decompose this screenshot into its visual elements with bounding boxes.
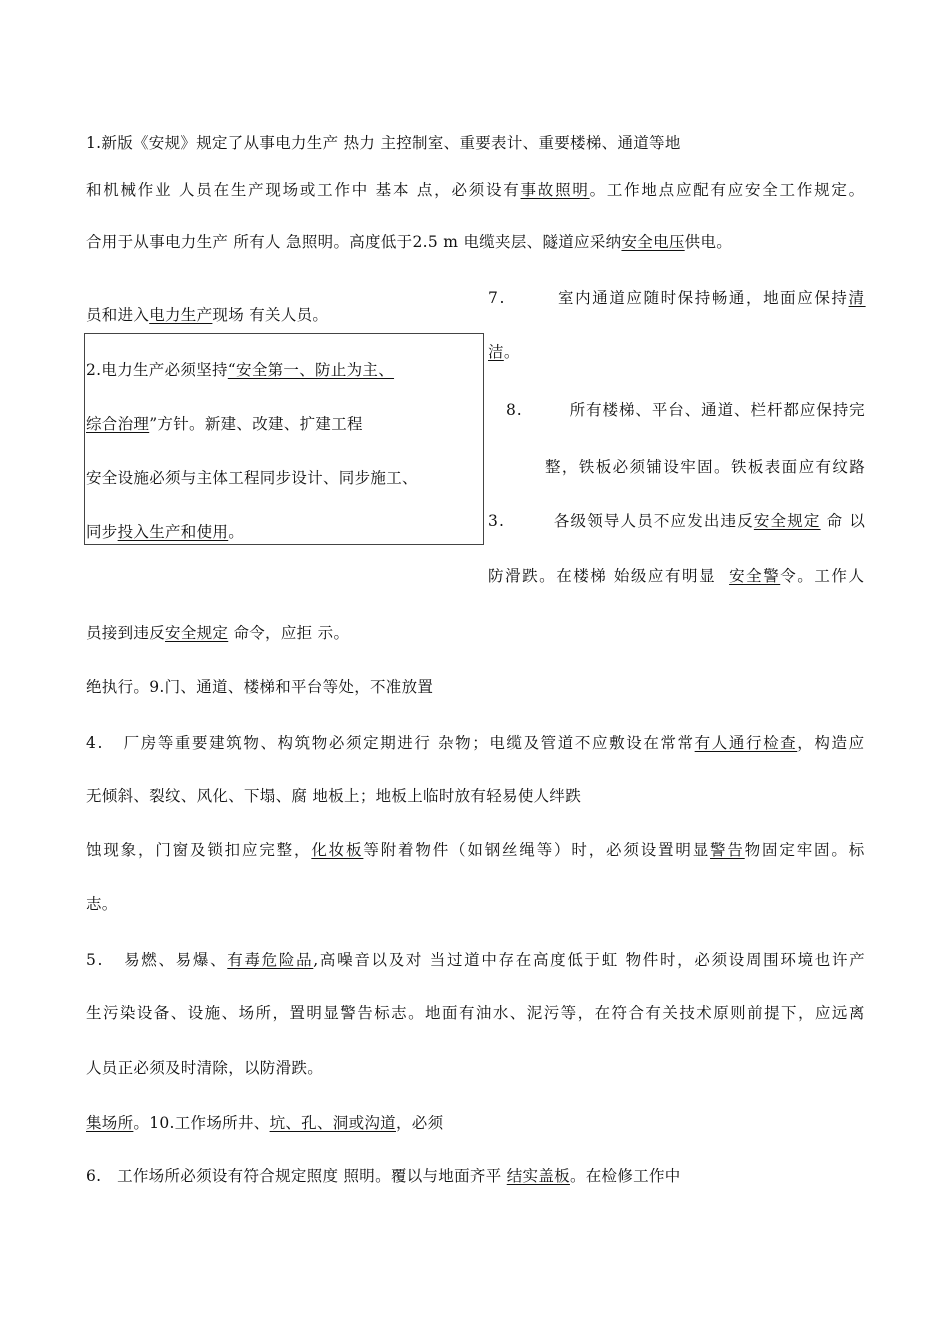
text-line: 志。	[86, 895, 118, 913]
text-line: 整，铁板必须铺设牢固。铁板表面应有纹路	[545, 458, 867, 476]
text-line: 6. 工作场所必须设有符合规定照度 照明。覆以与地面齐平 结实盖板。在检修工作中	[86, 1167, 681, 1185]
text-line: 2.电力生产必须坚持“安全第一、防止为主、	[86, 361, 395, 379]
text-line: 同步投入生产和使用。	[86, 523, 245, 541]
text-line: 绝执行。9.门、通道、楼梯和平台等处，不准放置	[86, 678, 434, 696]
text-line: 洁。	[488, 343, 520, 361]
text-line: 8. 所有楼梯、平台、通道、栏杆都应保持完	[506, 401, 866, 419]
text-line: 综合治理”方针。新建、改建、扩建工程	[86, 415, 363, 433]
text-line: 员接到违反安全规定 命令，应拒 示。	[86, 624, 350, 642]
text-line: 蚀现象，门窗及锁扣应完整，化妆板等附着物件（如钢丝绳等）时，必须设置明显警告物固定牢固。标	[86, 841, 867, 859]
text-line: 人员正必须及时清除，以防滑跌。	[86, 1059, 324, 1077]
text-line: 7. 室内通道应随时保持畅通，地面应保持清	[488, 289, 866, 307]
text-line: 合用于从事电力生产 所有人 急照明。高度低于2.5 m 电缆夹层、隧道应采纳安全电压供电。	[86, 233, 733, 251]
text-line: 无倾斜、裂纹、风化、下塌、腐 地板上；地板上临时放有轻易使人绊跌	[86, 787, 582, 805]
text-line: 防滑跌。在楼梯 始级应有明显 安全警令。工作人	[488, 567, 866, 585]
text-line: 员和进入电力生产现场 有关人员。	[86, 306, 329, 324]
text-line: 5. 易燃、易爆、有毒危险品,高噪音以及对 当过道中存在高度低于虹 物件时，必须设周围环境也许产	[86, 951, 867, 969]
text-line: 1.新版《安规》规定了从事电力生产 热力 主控制室、重要表计、重要楼梯、通道等地	[86, 134, 681, 152]
text-line: 4. 厂房等重要建筑物、构筑物必须定期进行 杂物；电缆及管道不应敷设在常常有人通行检查，构造应	[86, 734, 866, 752]
text-line: 和机械作业 人员在生产现场或工作中 基本 点，必须设有事故照明。工作地点应配有应安全工作规定。	[86, 181, 866, 199]
text-line: 安全设施必须与主体工程同步设计、同步施工、	[86, 469, 418, 487]
text-line: 集场所。10.工作场所井、坑、孔、洞或沟道，必须	[86, 1114, 444, 1132]
text-line: 生污染设备、设施、场所，置明显警告标志。地面有油水、泥污等，在符合有关技术原则前提下，应远离	[86, 1004, 866, 1022]
text-line: 3. 各级领导人员不应发出违反安全规定 命 以	[488, 512, 867, 530]
